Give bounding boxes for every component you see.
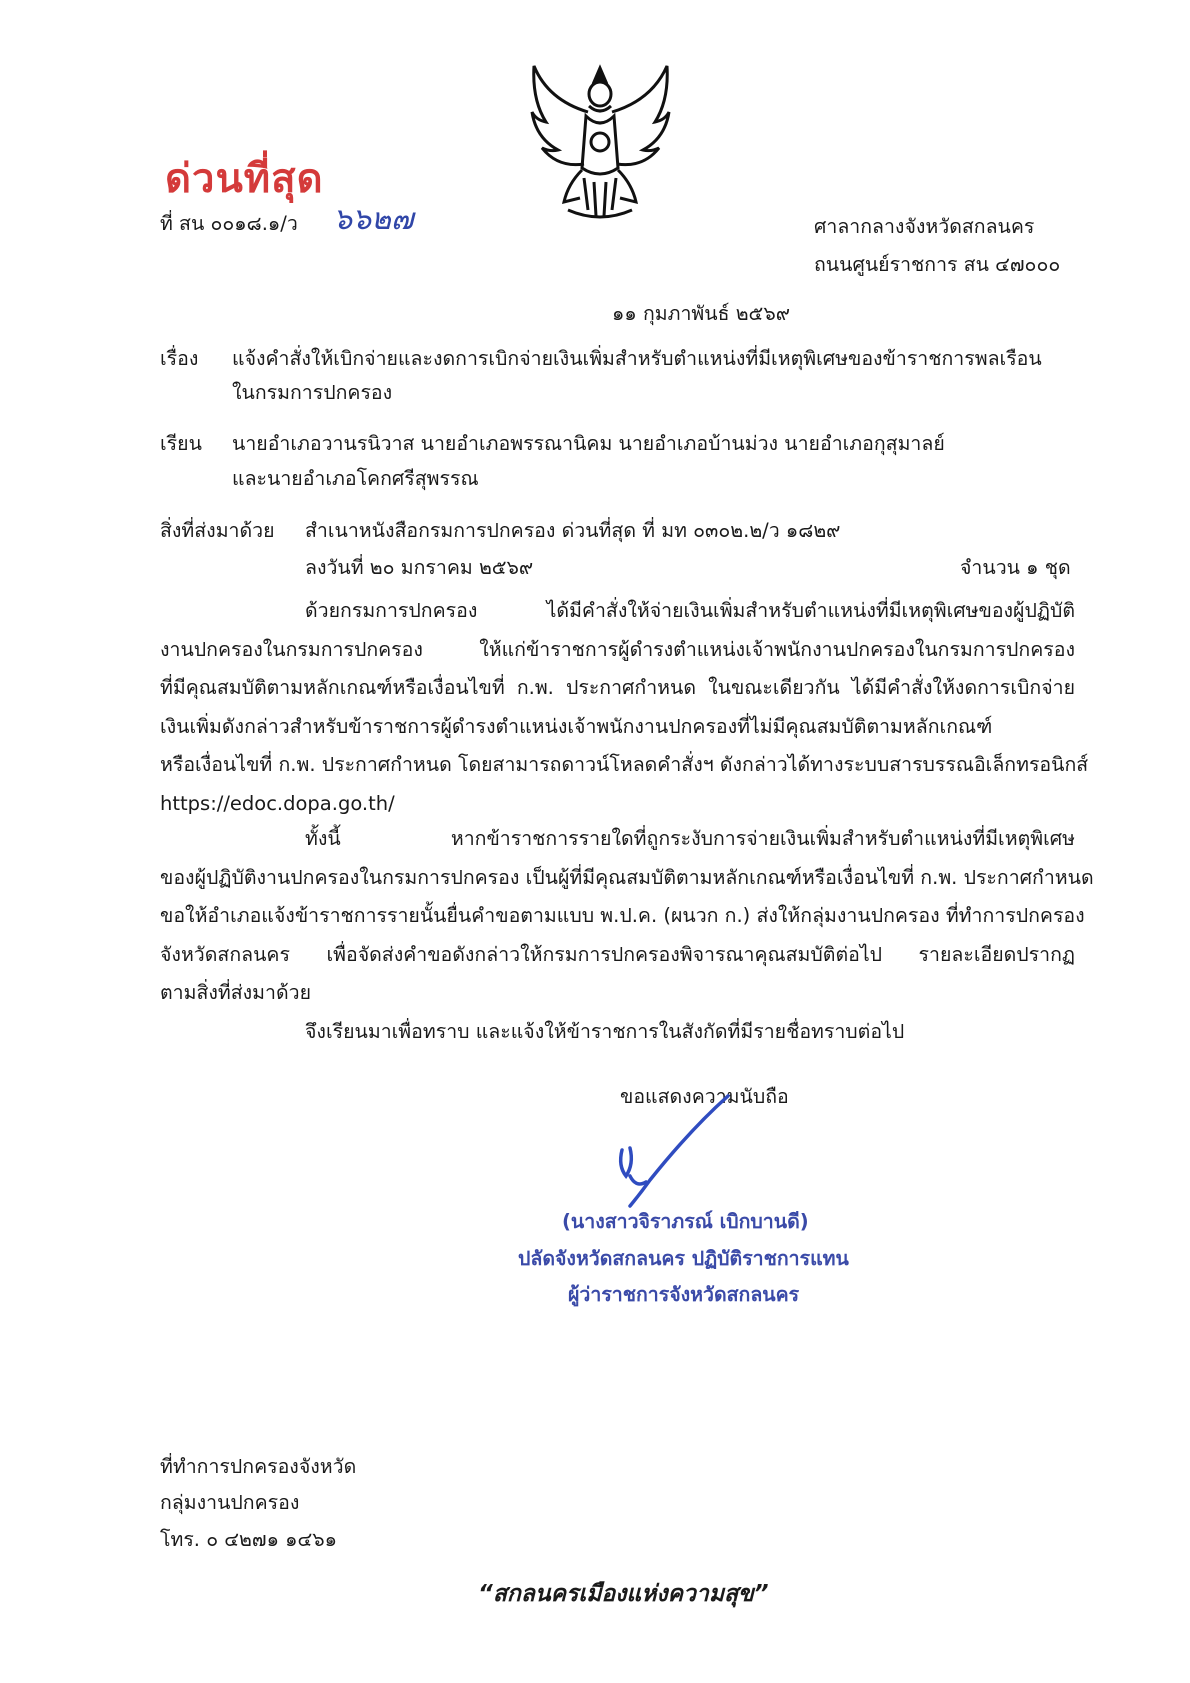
recipient-line2: และนายอำเภอโคกศรีสุพรรณ xyxy=(232,467,479,490)
sender-address-line1: ศาลากลางจังหวัดสกลนคร xyxy=(814,215,1035,238)
paragraph-line: ที่มีคุณสมบัติตามหลักเกณฑ์หรือเงื่อนไขที่ ก.พ. ประกาศกำหนด ในขณะเดียวกัน ได้มีคำสั่งให้งดการเบิกจ่าย xyxy=(160,676,1075,699)
paragraph-line: ด้วยกรมการปกครอง ได้มีคำสั่งให้จ่ายเงินเพิ่มสำหรับตำแหน่งที่มีเหตุพิเศษของผู้ปฏิบัติ xyxy=(305,599,1075,622)
signer-position-line2: ผู้ว่าราชการจังหวัดสกลนคร xyxy=(568,1283,800,1306)
paragraph-line: ทั้งนี้ หากข้าราชการรายใดที่ถูกระงับการจ่ายเงินเพิ่มสำหรับตำแหน่งที่มีเหตุพิเศษ xyxy=(305,827,1075,850)
recipient-line1: นายอำเภอวานรนิวาส นายอำเภอพรรณานิคม นายอำเภอบ้านม่วง นายอำเภอกุสุมาลย์ xyxy=(232,432,945,455)
enclosure-line2: ลงวันที่ ๒๐ มกราคม ๒๕๖๙ xyxy=(305,556,534,579)
signer-position-line1: ปลัดจังหวัดสกลนคร ปฏิบัติราชการแทน xyxy=(518,1247,849,1270)
document-number-handwritten: ๖๖๒๗ xyxy=(333,202,414,237)
paragraph-line: งานปกครองในกรมการปกครอง ให้แก่ข้าราชการผู้ดำรงตำแหน่งเจ้าพนักงานปกครองในกรมการปกครอง xyxy=(160,637,1075,661)
body-paragraph-1 xyxy=(160,592,1089,823)
subject-label: เรื่อง xyxy=(160,347,199,370)
edoc-link[interactable]: https://edoc.dopa.go.th/ xyxy=(160,791,395,815)
footer-phone: โทร. ๐ ๔๒๗๑ ๑๔๖๑ xyxy=(160,1528,338,1551)
subject-line2: ในกรมการปกครอง xyxy=(232,381,393,404)
signer-name: (นางสาวจิราภรณ์ เบิกบานดี) xyxy=(562,1210,809,1233)
footer-office: ที่ทำการปกครองจังหวัด xyxy=(160,1455,357,1478)
sender-address-line2: ถนนศูนย์ราชการ สน ๔๗๐๐๐ xyxy=(814,253,1061,276)
enclosure-line1: สำเนาหนังสือกรมการปกครอง ด่วนที่สุด ที่ มท ๐๓๐๒.๒/ว ๑๘๒๙ xyxy=(305,519,841,542)
recipient-label: เรียน xyxy=(160,432,202,455)
paragraph-line: ตามสิ่งที่ส่งมาด้วย xyxy=(160,981,312,1004)
paragraph-line: จังหวัดสกลนคร เพื่อจัดส่งคำขอดังกล่าวให้กรมการปกครองพิจารณาคุณสมบัติต่อไป รายละเอียดปรากฏ xyxy=(160,942,1075,966)
enclosure-label: สิ่งที่ส่งมาด้วย xyxy=(160,519,275,542)
garuda-emblem-icon xyxy=(528,60,673,230)
regards: ขอแสดงความนับถือ xyxy=(620,1085,789,1108)
paragraph-line: ของผู้ปฏิบัติงานปกครองในกรมการปกครอง เป็นผู้ที่มีคุณสมบัติตามหลักเกณฑ์หรือเงื่อนไขที่ ก.พ. ประกาศกำหนด xyxy=(160,865,1094,889)
body-paragraph-2 xyxy=(160,820,1094,1013)
handwritten-signature xyxy=(600,1090,740,1210)
footer-division: กลุ่มงานปกครอง xyxy=(160,1491,300,1514)
urgency-stamp: ด่วนที่สุด xyxy=(165,156,324,202)
footer-slogan: “สกลนครเมืองแห่งความสุข” xyxy=(478,1581,769,1607)
letter-date: ๑๑ กุมภาพันธ์ ๒๕๖๙ xyxy=(612,302,790,325)
paragraph-line: ขอให้อำเภอแจ้งข้าราชการรายนั้นยื่นคำขอตามแบบ พ.ป.ค. (ผนวก ก.) ส่งให้กลุ่มงานปกครอง ที่ทำการปกครอง xyxy=(160,904,1085,927)
paragraph-line: หรือเงื่อนไขที่ ก.พ. ประกาศกำหนด โดยสามารถดาวน์โหลดคำสั่งฯ ดังกล่าวได้ทางระบบสารบรรณอิเล็กทรอนิกส์ xyxy=(160,753,1089,776)
enclosure-count: จำนวน ๑ ชุด xyxy=(960,556,1071,579)
closing-sentence: จึงเรียนมาเพื่อทราบ และแจ้งให้ข้าราชการในสังกัดที่มีรายชื่อทราบต่อไป xyxy=(305,1020,905,1043)
paragraph-line: เงินเพิ่มดังกล่าวสำหรับข้าราชการผู้ดำรงตำแหน่งเจ้าพนักงานปกครองที่ไม่มีคุณสมบัติตามหลักเกณฑ์ xyxy=(160,714,993,738)
subject-line1: แจ้งคำสั่งให้เบิกจ่ายและงดการเบิกจ่ายเงินเพิ่มสำหรับตำแหน่งที่มีเหตุพิเศษของข้าราชการพลเรือน xyxy=(232,347,1042,370)
document-number: ที่ สน ๐๐๑๘.๑/ว xyxy=(160,212,298,235)
